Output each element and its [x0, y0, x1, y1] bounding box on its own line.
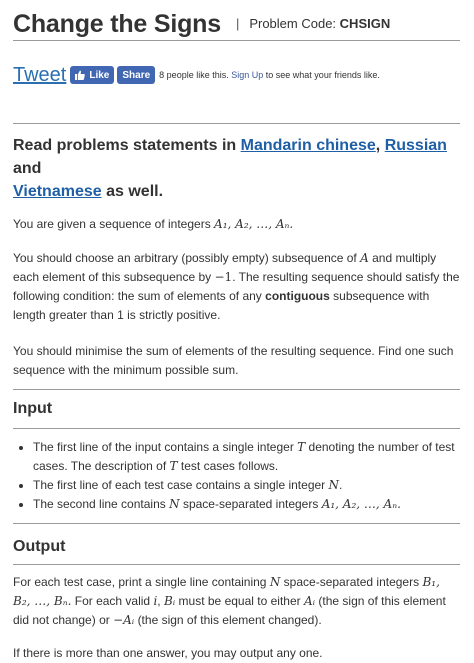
list-item — [33, 476, 460, 495]
input-list — [13, 438, 460, 514]
output-text: (the sign of this element changed). — [137, 613, 322, 627]
signup-suffix: to see what your friends like. — [265, 70, 380, 80]
output-text: For each test case, print a single line containing — [13, 575, 267, 589]
statement-paragraph-3: You should minimise the sum of elements of the resulting sequence. Find one such sequence with the minimum possible sum. — [13, 344, 454, 377]
statement-paragraph-2 — [13, 249, 460, 325]
facebook-like-button[interactable] — [70, 66, 114, 84]
item-text: denoting the number of test cases. The description of — [33, 440, 455, 473]
math-neg-one: −1 — [214, 270, 233, 284]
item-text: The first line of the input contains a single integer — [33, 440, 294, 454]
math-bi: Bᵢ — [163, 594, 176, 608]
output-text: space-separated integers — [283, 575, 420, 589]
like-count-text — [159, 70, 380, 80]
like-label: Like — [89, 69, 110, 81]
output-paragraph-1: For each test case, print a single line containing N space-separated integers B₁, B₂, …, Bₙ. For each valid i, Bᵢ must be equal to either Aᵢ (the sign of this element did not change) or −Aᵢ (the sign of this element changed). — [13, 575, 446, 627]
signup-link[interactable]: Sign Up — [231, 70, 264, 80]
list-item — [33, 495, 460, 514]
math-sequence-b: B₁, B₂, …, Bₙ. — [13, 575, 440, 608]
emphasis-contiguous: contiguous — [265, 289, 330, 303]
problem-page — [13, 0, 460, 663]
statement-text: and multiply each element of this subsequence by — [13, 251, 437, 284]
math-neg-ai: −Aᵢ — [113, 613, 135, 627]
math-a: A — [360, 251, 369, 265]
statement-text: You are given a sequence of integers — [13, 217, 211, 231]
math-sequence-a: A₁, A₂, …, Aₙ. — [321, 497, 401, 511]
list-item — [33, 438, 460, 476]
output-text: (the sign of this element did not change) or — [13, 594, 446, 627]
item-text: space-separated integers — [182, 497, 319, 511]
link-russian[interactable]: Russian — [384, 137, 447, 154]
math-i: i — [153, 594, 158, 608]
math-n: N — [328, 478, 340, 492]
math-n: N — [269, 575, 281, 589]
problem-header — [13, 0, 460, 41]
like-count: 8 people like this. — [159, 70, 229, 80]
math-ai: Aᵢ — [303, 594, 316, 608]
math-n: N — [169, 497, 180, 511]
facebook-share-button[interactable]: Share — [117, 66, 155, 84]
problem-code-value: CHSIGN — [339, 16, 391, 31]
translations-heading — [13, 134, 460, 203]
divider — [13, 123, 460, 124]
item-text: The first line of each test case contains a single integer — [33, 478, 326, 492]
statement-paragraph-1 — [13, 215, 460, 234]
item-text: . — [339, 478, 343, 492]
and-word: and — [13, 160, 42, 177]
statement-text: . The resulting sequence should satisfy the following condition: the sum of elements of any — [13, 270, 460, 303]
item-text: test cases follows. — [180, 459, 279, 473]
header-separator: | — [235, 16, 240, 31]
problem-code-label: Problem Code: — [249, 16, 337, 31]
translations-prefix: Read problems statements in — [13, 137, 237, 154]
output-heading: Output — [13, 538, 66, 555]
math-sequence-a: A₁, A₂, …, Aₙ. — [214, 217, 294, 231]
link-mandarin[interactable]: Mandarin chinese — [240, 137, 376, 154]
social-bar — [13, 54, 460, 96]
thumbs-up-icon — [75, 70, 85, 80]
output-paragraph-2: If there is more than one answer, you may output any one. — [13, 646, 323, 660]
link-vietnamese[interactable]: Vietnamese — [13, 183, 102, 200]
input-heading: Input — [13, 400, 53, 417]
math-t: T — [169, 459, 178, 473]
statement-text: subsequence with length greater than 1 is strictly positive. — [13, 289, 430, 322]
output-text: For each valid — [74, 594, 151, 608]
tweet-link[interactable]: Tweet — [13, 64, 67, 86]
statement-text: You should choose an arbitrary (possibly empty) subsequence of — [13, 251, 357, 265]
problem-code — [249, 8, 390, 40]
item-text: The second line contains — [33, 497, 166, 511]
translations-suffix: as well. — [106, 183, 164, 200]
output-text: must be equal to either — [178, 594, 301, 608]
problem-title: Change the Signs — [13, 10, 221, 38]
math-t: T — [297, 440, 306, 454]
comma: , — [375, 137, 381, 154]
